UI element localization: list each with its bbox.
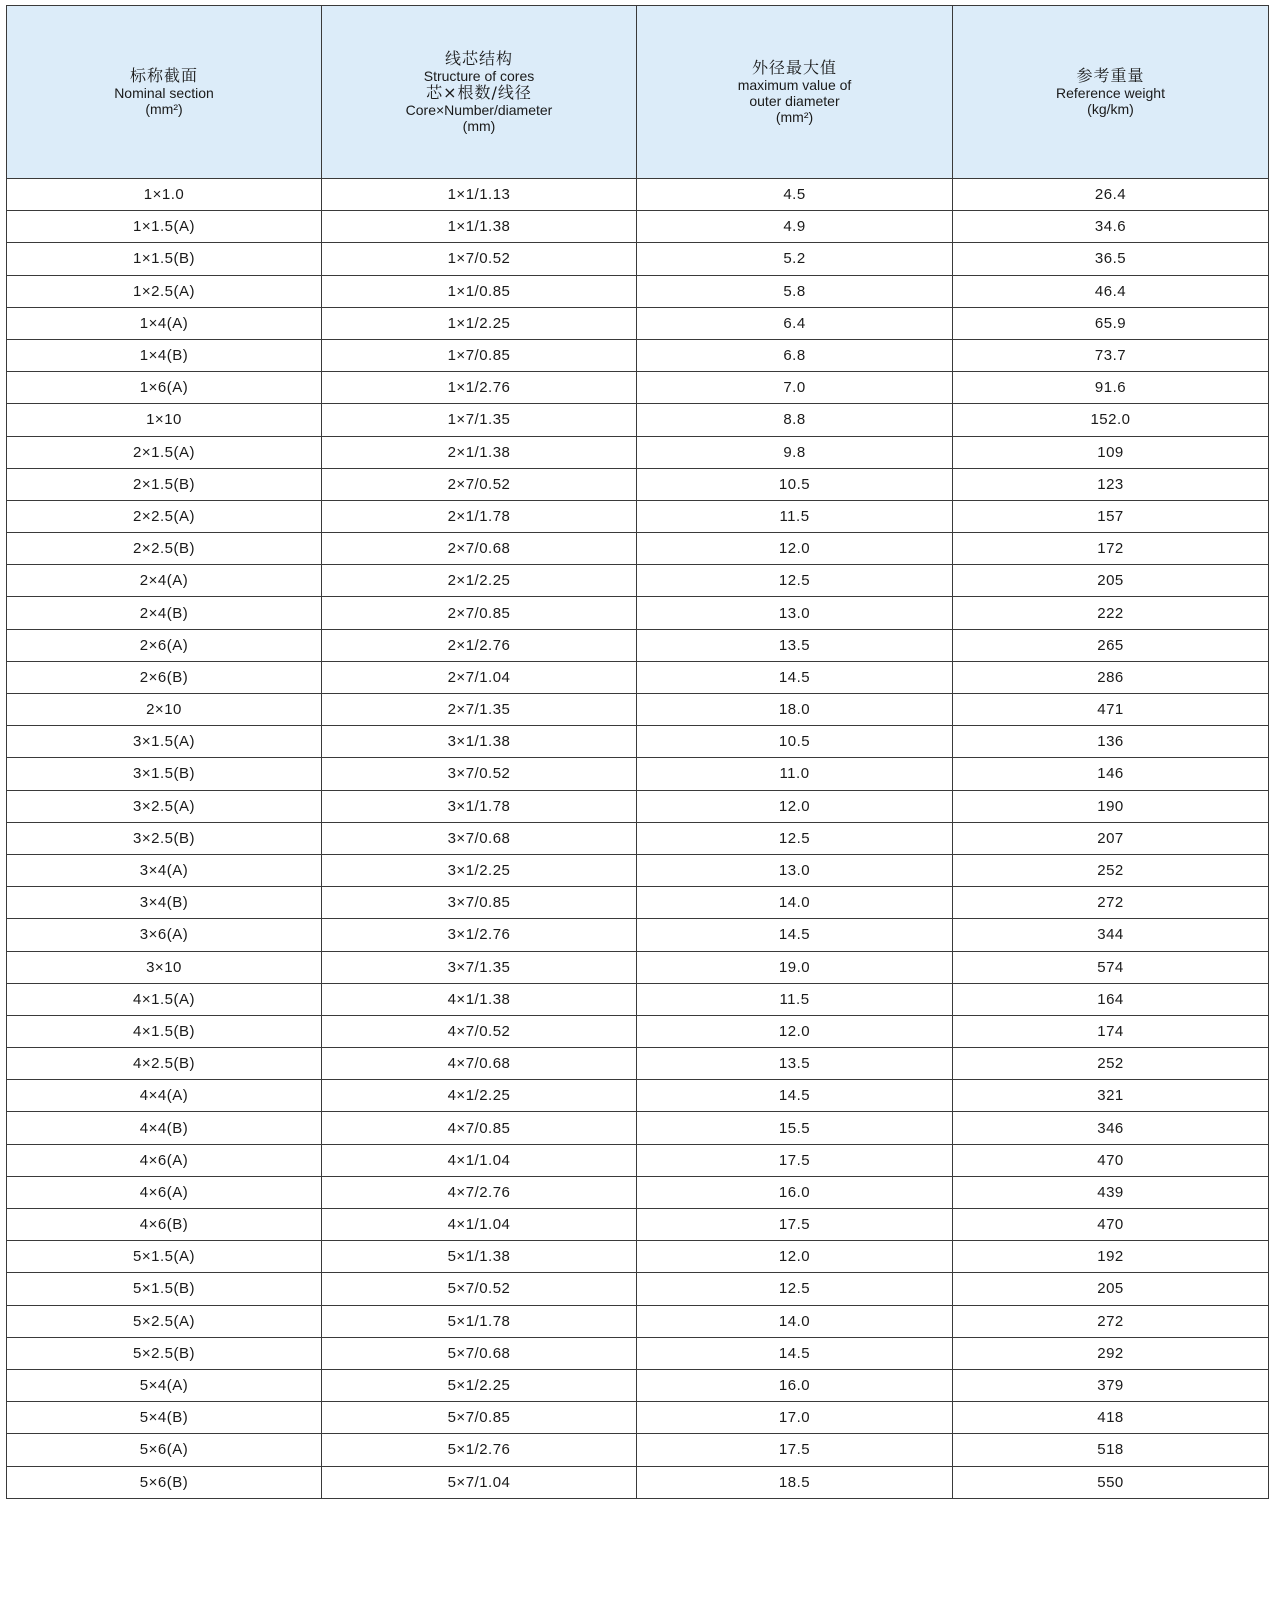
table-row [7, 339, 1269, 371]
cell-core-structure: 1×7/1.35 [322, 404, 637, 436]
table-row [7, 597, 1269, 629]
cell-reference-weight: 164 [953, 983, 1269, 1015]
cell-max-outer-diameter: 18.5 [637, 1466, 953, 1498]
cell-core-structure: 1×1/2.25 [322, 307, 637, 339]
cell-max-outer-diameter: 11.0 [637, 758, 953, 790]
table-row [7, 1144, 1269, 1176]
cell-nominal-section: 1×1.5(B) [7, 243, 322, 275]
cell-nominal-section: 1×4(B) [7, 339, 322, 371]
cell-nominal-section: 1×1.5(A) [7, 211, 322, 243]
table-row [7, 1305, 1269, 1337]
header-reference-weight [953, 6, 1269, 179]
header-cn: 标称截面 [129, 66, 198, 85]
table-row [7, 1112, 1269, 1144]
cell-max-outer-diameter: 14.5 [637, 919, 953, 951]
cell-core-structure: 1×1/1.38 [322, 211, 637, 243]
table-header [7, 6, 1269, 179]
table-row [7, 1466, 1269, 1498]
cell-reference-weight: 190 [953, 790, 1269, 822]
cell-reference-weight: 46.4 [953, 275, 1269, 307]
cell-reference-weight: 207 [953, 822, 1269, 854]
table-row [7, 468, 1269, 500]
table-row [7, 1176, 1269, 1208]
cell-reference-weight: 379 [953, 1369, 1269, 1401]
header-cn: 外径最大值 [751, 58, 837, 77]
cell-reference-weight: 321 [953, 1080, 1269, 1112]
cell-reference-weight: 222 [953, 597, 1269, 629]
header-en-line: Reference weight [1056, 85, 1165, 101]
cell-reference-weight: 346 [953, 1112, 1269, 1144]
table-row [7, 887, 1269, 919]
cell-reference-weight: 172 [953, 533, 1269, 565]
table-row [7, 307, 1269, 339]
table-row [7, 275, 1269, 307]
cell-max-outer-diameter: 12.0 [637, 533, 953, 565]
cell-core-structure: 4×1/1.38 [322, 983, 637, 1015]
cell-core-structure: 4×1/1.04 [322, 1209, 637, 1241]
cell-core-structure: 2×1/1.78 [322, 500, 637, 532]
cell-max-outer-diameter: 8.8 [637, 404, 953, 436]
cell-max-outer-diameter: 4.5 [637, 179, 953, 211]
cell-nominal-section: 2×1.5(B) [7, 468, 322, 500]
table-row [7, 1241, 1269, 1273]
cell-core-structure: 1×1/2.76 [322, 372, 637, 404]
header-max-outer-diameter [637, 6, 953, 179]
cell-core-structure: 3×1/2.25 [322, 854, 637, 886]
cell-core-structure: 4×7/0.52 [322, 1015, 637, 1047]
table-row [7, 179, 1269, 211]
cell-reference-weight: 272 [953, 887, 1269, 919]
table-row [7, 565, 1269, 597]
cell-nominal-section: 2×6(B) [7, 661, 322, 693]
cell-max-outer-diameter: 17.5 [637, 1434, 953, 1466]
cell-max-outer-diameter: 14.5 [637, 1080, 953, 1112]
cell-max-outer-diameter: 17.0 [637, 1402, 953, 1434]
cell-nominal-section: 5×4(A) [7, 1369, 322, 1401]
cell-core-structure: 3×1/1.78 [322, 790, 637, 822]
cell-max-outer-diameter: 12.5 [637, 1273, 953, 1305]
cell-nominal-section: 5×2.5(B) [7, 1337, 322, 1369]
cell-reference-weight: 123 [953, 468, 1269, 500]
cell-nominal-section: 2×2.5(B) [7, 533, 322, 565]
cell-nominal-section: 4×4(B) [7, 1112, 322, 1144]
cell-reference-weight: 344 [953, 919, 1269, 951]
table-row [7, 211, 1269, 243]
cell-reference-weight: 157 [953, 500, 1269, 532]
cell-nominal-section: 4×6(A) [7, 1144, 322, 1176]
cell-core-structure: 5×7/0.52 [322, 1273, 637, 1305]
cell-core-structure: 4×1/2.25 [322, 1080, 637, 1112]
table-row [7, 500, 1269, 532]
cell-max-outer-diameter: 5.2 [637, 243, 953, 275]
header-nominal-section [7, 6, 322, 179]
cell-max-outer-diameter: 17.5 [637, 1209, 953, 1241]
header-core-structure [322, 6, 637, 179]
cell-max-outer-diameter: 12.0 [637, 1241, 953, 1273]
header-unit: (mm) [462, 118, 496, 134]
cell-nominal-section: 5×4(B) [7, 1402, 322, 1434]
cell-nominal-section: 4×4(A) [7, 1080, 322, 1112]
table-row [7, 1369, 1269, 1401]
cell-nominal-section: 2×4(B) [7, 597, 322, 629]
cell-reference-weight: 146 [953, 758, 1269, 790]
table-row [7, 1015, 1269, 1047]
cell-reference-weight: 252 [953, 854, 1269, 886]
header-en-line: outer diameter [749, 93, 840, 109]
table-row [7, 629, 1269, 661]
header-en-line: Nominal section [114, 85, 214, 101]
cell-nominal-section: 1×4(A) [7, 307, 322, 339]
header-unit: (mm²) [775, 109, 814, 125]
cell-reference-weight: 73.7 [953, 339, 1269, 371]
cell-core-structure: 3×7/0.52 [322, 758, 637, 790]
cell-max-outer-diameter: 13.0 [637, 597, 953, 629]
cell-max-outer-diameter: 12.5 [637, 822, 953, 854]
header-row [7, 6, 1269, 179]
cell-reference-weight: 65.9 [953, 307, 1269, 339]
cell-core-structure: 4×7/2.76 [322, 1176, 637, 1208]
cell-core-structure: 2×7/0.68 [322, 533, 637, 565]
cell-max-outer-diameter: 11.5 [637, 500, 953, 532]
cable-spec-table-container [6, 5, 1268, 1499]
cell-nominal-section: 3×1.5(A) [7, 726, 322, 758]
cell-reference-weight: 550 [953, 1466, 1269, 1498]
cell-nominal-section: 2×4(A) [7, 565, 322, 597]
cell-nominal-section: 4×1.5(A) [7, 983, 322, 1015]
table-row [7, 243, 1269, 275]
cell-max-outer-diameter: 12.5 [637, 565, 953, 597]
table-row [7, 1080, 1269, 1112]
cell-max-outer-diameter: 7.0 [637, 372, 953, 404]
cell-nominal-section: 2×10 [7, 694, 322, 726]
cell-reference-weight: 192 [953, 1241, 1269, 1273]
cell-reference-weight: 36.5 [953, 243, 1269, 275]
header-cn: 参考重量 [1076, 66, 1145, 85]
cell-nominal-section: 5×2.5(A) [7, 1305, 322, 1337]
header-cn: 线芯结构 [444, 49, 513, 68]
cell-nominal-section: 1×6(A) [7, 372, 322, 404]
cell-core-structure: 1×1/0.85 [322, 275, 637, 307]
cell-core-structure: 3×1/2.76 [322, 919, 637, 951]
cell-reference-weight: 418 [953, 1402, 1269, 1434]
cell-nominal-section: 1×10 [7, 404, 322, 436]
table-row [7, 790, 1269, 822]
table-row [7, 694, 1269, 726]
cell-reference-weight: 26.4 [953, 179, 1269, 211]
cell-reference-weight: 152.0 [953, 404, 1269, 436]
cell-max-outer-diameter: 14.0 [637, 1305, 953, 1337]
cell-nominal-section: 3×10 [7, 951, 322, 983]
cell-reference-weight: 292 [953, 1337, 1269, 1369]
cell-max-outer-diameter: 13.5 [637, 1048, 953, 1080]
cell-nominal-section: 3×2.5(B) [7, 822, 322, 854]
table-row [7, 822, 1269, 854]
cell-core-structure: 5×1/1.38 [322, 1241, 637, 1273]
cell-core-structure: 3×7/1.35 [322, 951, 637, 983]
cell-nominal-section: 3×1.5(B) [7, 758, 322, 790]
table-row [7, 661, 1269, 693]
cell-reference-weight: 205 [953, 1273, 1269, 1305]
cell-max-outer-diameter: 12.0 [637, 790, 953, 822]
cable-spec-table [6, 5, 1269, 1499]
cell-core-structure: 1×7/0.52 [322, 243, 637, 275]
cell-core-structure: 4×1/1.04 [322, 1144, 637, 1176]
cell-core-structure: 4×7/0.68 [322, 1048, 637, 1080]
cell-nominal-section: 4×6(B) [7, 1209, 322, 1241]
cell-nominal-section: 3×2.5(A) [7, 790, 322, 822]
table-row [7, 726, 1269, 758]
cell-nominal-section: 1×2.5(A) [7, 275, 322, 307]
cell-core-structure: 5×7/0.85 [322, 1402, 637, 1434]
cell-core-structure: 5×1/1.78 [322, 1305, 637, 1337]
cell-reference-weight: 252 [953, 1048, 1269, 1080]
cell-nominal-section: 3×6(A) [7, 919, 322, 951]
cell-core-structure: 5×7/1.04 [322, 1466, 637, 1498]
cell-nominal-section: 4×6(A) [7, 1176, 322, 1208]
cell-nominal-section: 2×2.5(A) [7, 500, 322, 532]
cell-core-structure: 5×7/0.68 [322, 1337, 637, 1369]
cell-nominal-section: 3×4(A) [7, 854, 322, 886]
cell-nominal-section: 2×6(A) [7, 629, 322, 661]
cell-reference-weight: 518 [953, 1434, 1269, 1466]
cell-nominal-section: 5×1.5(A) [7, 1241, 322, 1273]
table-row [7, 1337, 1269, 1369]
table-row [7, 1434, 1269, 1466]
cell-max-outer-diameter: 14.5 [637, 661, 953, 693]
cell-max-outer-diameter: 10.5 [637, 468, 953, 500]
header-unit: (kg/km) [1087, 101, 1134, 117]
table-row [7, 533, 1269, 565]
cell-nominal-section: 1×1.0 [7, 179, 322, 211]
table-row [7, 404, 1269, 436]
cell-nominal-section: 5×6(B) [7, 1466, 322, 1498]
cell-max-outer-diameter: 16.0 [637, 1176, 953, 1208]
table-row [7, 854, 1269, 886]
header-unit: (mm²) [145, 101, 183, 117]
cell-max-outer-diameter: 17.5 [637, 1144, 953, 1176]
cell-nominal-section: 5×1.5(B) [7, 1273, 322, 1305]
cell-reference-weight: 470 [953, 1209, 1269, 1241]
cell-core-structure: 4×7/0.85 [322, 1112, 637, 1144]
cell-max-outer-diameter: 13.0 [637, 854, 953, 886]
cell-core-structure: 2×7/1.35 [322, 694, 637, 726]
table-row [7, 951, 1269, 983]
table-body [7, 179, 1269, 1499]
cell-nominal-section: 4×2.5(B) [7, 1048, 322, 1080]
cell-max-outer-diameter: 10.5 [637, 726, 953, 758]
cell-max-outer-diameter: 13.5 [637, 629, 953, 661]
cell-reference-weight: 174 [953, 1015, 1269, 1047]
cell-reference-weight: 205 [953, 565, 1269, 597]
cell-max-outer-diameter: 6.4 [637, 307, 953, 339]
cell-max-outer-diameter: 5.8 [637, 275, 953, 307]
cell-reference-weight: 286 [953, 661, 1269, 693]
header-en-line: Core×Number/diameter [405, 102, 553, 118]
table-row [7, 1048, 1269, 1080]
cell-reference-weight: 574 [953, 951, 1269, 983]
cell-core-structure: 2×7/1.04 [322, 661, 637, 693]
cell-reference-weight: 34.6 [953, 211, 1269, 243]
cell-reference-weight: 136 [953, 726, 1269, 758]
cell-max-outer-diameter: 18.0 [637, 694, 953, 726]
cell-max-outer-diameter: 14.0 [637, 887, 953, 919]
cell-reference-weight: 272 [953, 1305, 1269, 1337]
table-row [7, 758, 1269, 790]
cell-max-outer-diameter: 12.0 [637, 1015, 953, 1047]
cell-nominal-section: 4×1.5(B) [7, 1015, 322, 1047]
cell-reference-weight: 109 [953, 436, 1269, 468]
cell-core-structure: 2×1/2.76 [322, 629, 637, 661]
cell-core-structure: 3×1/1.38 [322, 726, 637, 758]
header-cn-sub: 芯×根数/线径 [426, 83, 532, 102]
cell-core-structure: 2×1/2.25 [322, 565, 637, 597]
cell-reference-weight: 91.6 [953, 372, 1269, 404]
cell-max-outer-diameter: 6.8 [637, 339, 953, 371]
cell-nominal-section: 2×1.5(A) [7, 436, 322, 468]
table-row [7, 919, 1269, 951]
cell-max-outer-diameter: 11.5 [637, 983, 953, 1015]
cell-nominal-section: 3×4(B) [7, 887, 322, 919]
cell-max-outer-diameter: 14.5 [637, 1337, 953, 1369]
cell-core-structure: 2×7/0.52 [322, 468, 637, 500]
cell-core-structure: 2×7/0.85 [322, 597, 637, 629]
table-row [7, 1402, 1269, 1434]
cell-max-outer-diameter: 9.8 [637, 436, 953, 468]
cell-core-structure: 3×7/0.68 [322, 822, 637, 854]
cell-core-structure: 1×1/1.13 [322, 179, 637, 211]
cell-reference-weight: 471 [953, 694, 1269, 726]
cell-core-structure: 3×7/0.85 [322, 887, 637, 919]
cell-core-structure: 5×1/2.76 [322, 1434, 637, 1466]
cell-max-outer-diameter: 16.0 [637, 1369, 953, 1401]
cell-max-outer-diameter: 15.5 [637, 1112, 953, 1144]
cell-max-outer-diameter: 19.0 [637, 951, 953, 983]
table-row [7, 1209, 1269, 1241]
cell-nominal-section: 5×6(A) [7, 1434, 322, 1466]
table-row [7, 436, 1269, 468]
header-en-line: Structure of cores [423, 68, 535, 84]
cell-reference-weight: 470 [953, 1144, 1269, 1176]
header-en-line: maximum value of [737, 77, 852, 93]
table-row [7, 372, 1269, 404]
cell-core-structure: 5×1/2.25 [322, 1369, 637, 1401]
cell-max-outer-diameter: 4.9 [637, 211, 953, 243]
cell-reference-weight: 265 [953, 629, 1269, 661]
cell-core-structure: 1×7/0.85 [322, 339, 637, 371]
cell-reference-weight: 439 [953, 1176, 1269, 1208]
table-row [7, 983, 1269, 1015]
table-row [7, 1273, 1269, 1305]
cell-core-structure: 2×1/1.38 [322, 436, 637, 468]
